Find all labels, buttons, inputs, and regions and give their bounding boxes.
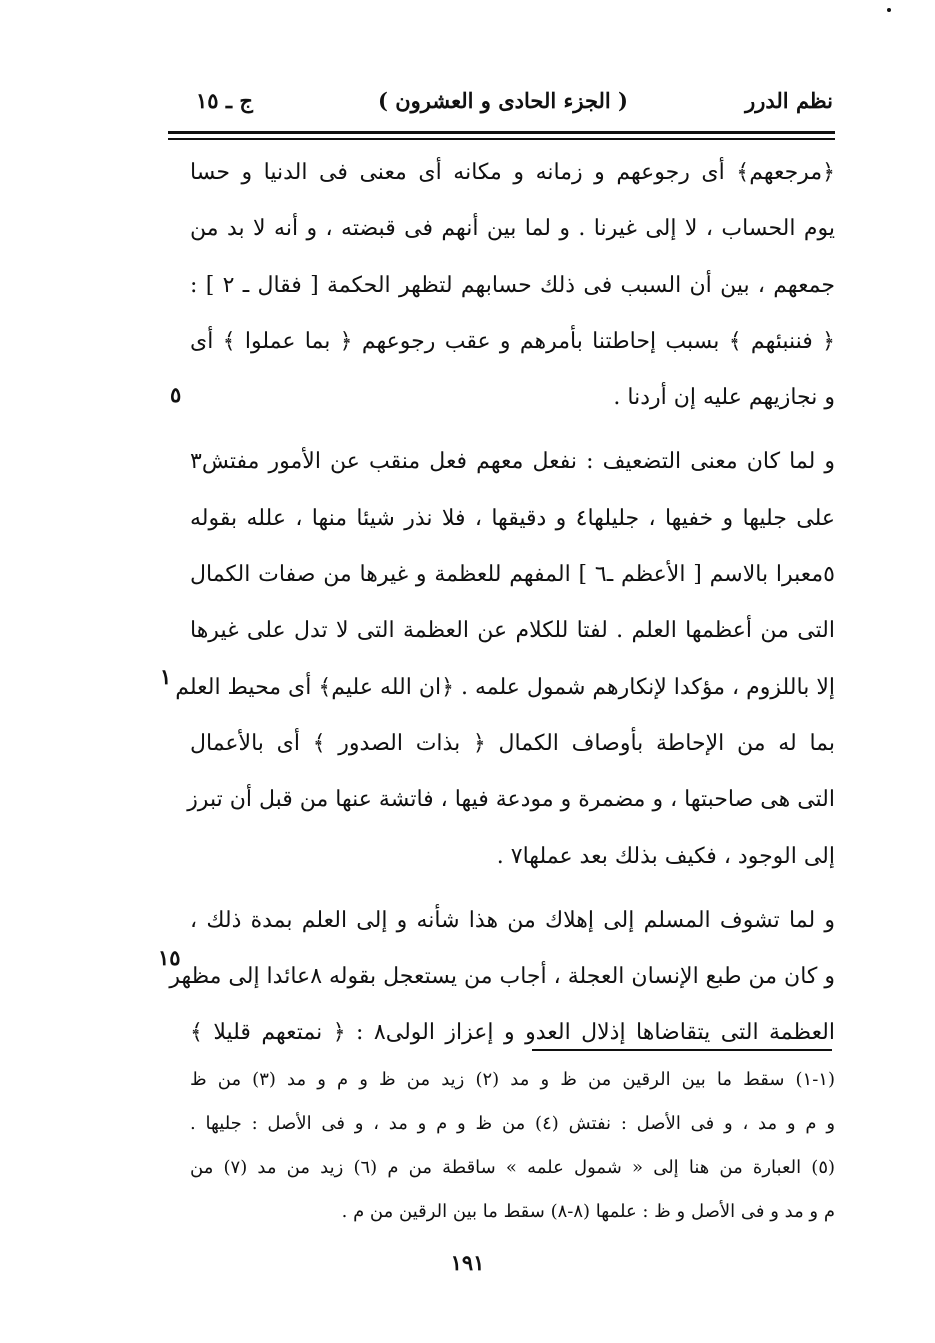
ink-dot: [887, 8, 891, 12]
text-line: التى من أعظمها العلم . لفتا للكلام عن العظمة التى لا تدل على غيرها: [190, 618, 835, 644]
footnote-separator: [532, 1049, 832, 1051]
header-rule-thin: [168, 138, 835, 140]
text-line: التى هى صاحبتها ، و مضمرة و مودعة فيها ، فاتشة عنها من قبل أن تبرز: [187, 787, 835, 813]
text-line: و كان من طبع الإنسان العجلة ، أجاب من يستعجل بقوله ٨عائدا إلى مظهر: [169, 964, 835, 990]
text-line: إلى الوجود ، فكيف بذلك بعد عملها٧ .: [496, 843, 835, 869]
volume-label: ج ـ ١٥: [196, 88, 253, 113]
header-rule-thick: [168, 131, 835, 134]
margin-line-number: ١: [160, 664, 172, 689]
text-line: ٥معبرا بالاسم [ الأعظم ـ٦ ] المفهم للعظمة و غيرها من صفات الكمال: [190, 562, 835, 588]
text-line: و لما تشوف المسلم إلى إهلاك من هذا شأنه و إلى العلم بمدة ذلك ،: [190, 907, 835, 933]
footnote-line: (٥) العبارة من هنا إلى « شمول علمه » ساقطة من م (٦) زيد من مد (٧) من: [190, 1157, 836, 1178]
text-line: بما له من الإحاطة بأوصاف الكمال ﴿ بذات الصدور ﴾ أى بالأعمال: [190, 730, 835, 756]
footnote-line: و م و مد ، و فى الأصل : نفتش (٤) من ظ و م و مد ، و فى الأصل : جليها .: [190, 1113, 836, 1134]
text-line: إلا باللزوم ، مؤكدا لإنكارهم شمول علمه . ﴿ان الله عليم﴾ أى محيط العلم: [175, 674, 835, 700]
margin-line-number: ١٥: [158, 945, 181, 970]
margin-line-number: ٥: [170, 382, 182, 407]
book-title: نظم الدرر: [745, 88, 833, 113]
text-line: ﴿ فننبئهم ﴾ بسبب إحاطتنا بأمرهم و عقب رجوعهم ﴿ بما عملوا ﴾ أى: [190, 328, 835, 354]
footnotes: [190, 1058, 835, 1234]
section-title: ( الجزء الحادى و العشرون ): [377, 88, 628, 113]
footnote-line: (١-١) سقط ما بين الرقين من ظ و مد (٢) زيد من ظ و م و مد (٣) من ظ: [190, 1069, 835, 1090]
page-number: ١٩١: [450, 1250, 485, 1275]
footnote-line: م و مد و فى الأصل و ظ : علمها (٨-٨) سقط ما بين الرقين من م .: [341, 1201, 835, 1222]
text-line: ﴿مرجعهم﴾ أى رجوعهم و زمانه و مكانه أى معنى فى الدنيا و حسا: [190, 160, 835, 185]
text-line: على جليها و خفيها ، جليلها٤ و دقيقها ، فلا نذر شيئا منها ، علله بقوله: [190, 505, 835, 531]
text-line: و لما كان معنى التضعيف : نفعل معهم فعل منقب عن الأمور مفتش٣: [190, 449, 835, 475]
text-line: جمعهم ، بين أن السبب فى ذلك حسابهم لتظهر الحكمة [ فقال ـ ٢ ] :: [190, 272, 835, 298]
running-header: [168, 84, 833, 128]
text-line: و نجازيهم عليه إن أردنا .: [613, 385, 835, 411]
text-line: يوم الحساب ، لا إلى غيرنا . و لما بين أنهم فى قبضته ، و أنه لا بد من: [190, 216, 835, 242]
text-line: العظمة التى يتقاضاها إذلال العدو و إعزاز الولى٨ : ﴿ نمتعهم قليلا ﴾: [190, 1020, 836, 1046]
